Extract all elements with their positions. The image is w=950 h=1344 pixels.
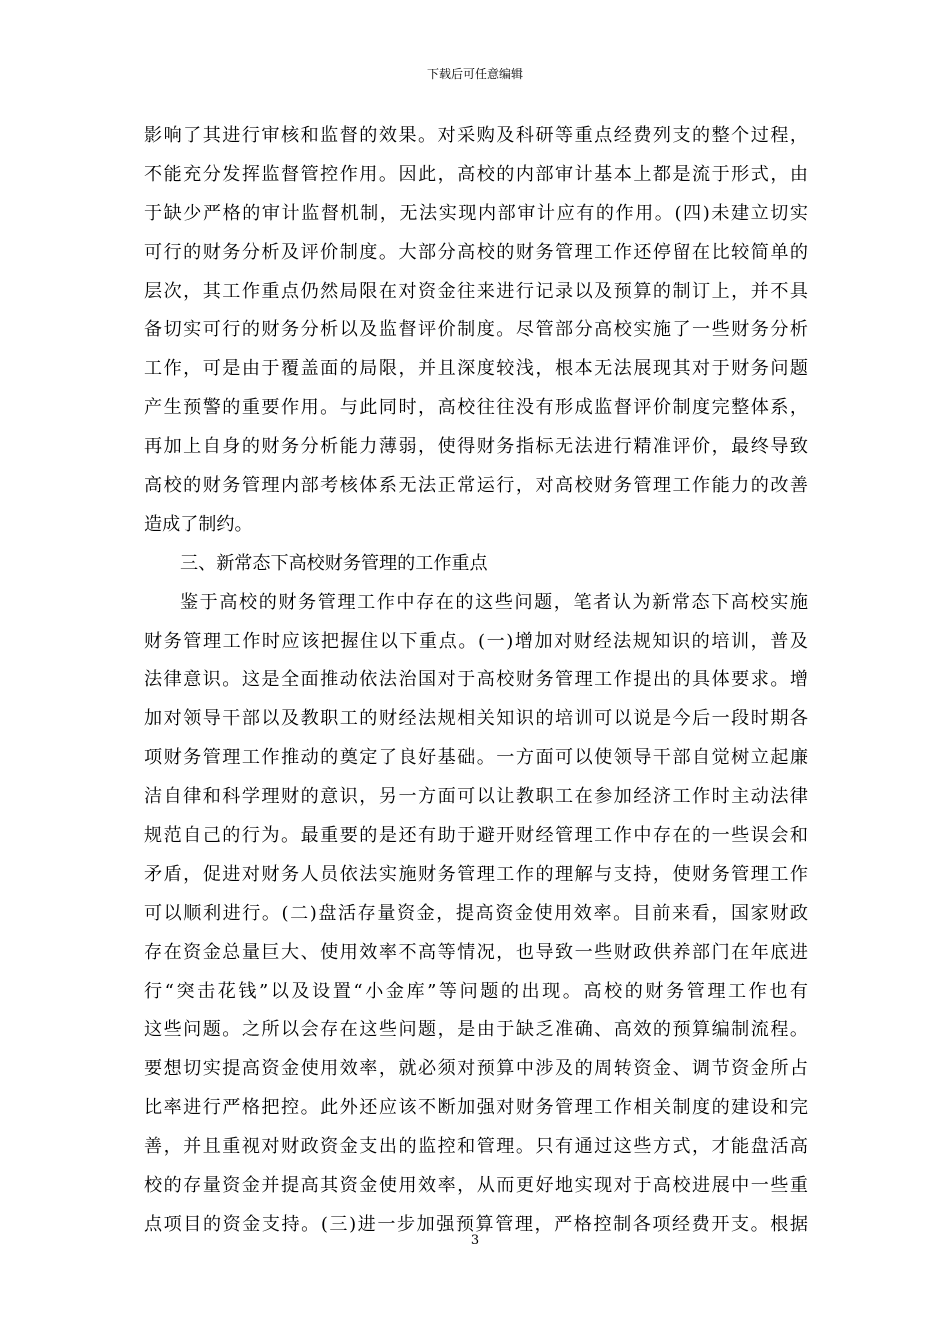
text-line: 法律意识。这是全面推动依法治国对于高校财务管理工作提出的具体要求。增 [144, 669, 808, 691]
text-line: 可行的财务分析及评价制度。大部分高校的财务管理工作还停留在比较简单的 [144, 241, 808, 263]
page-header: 下载后可任意编辑 [426, 67, 523, 81]
paragraph-end-line: 造成了制约。 [144, 513, 253, 535]
text-line: 矛盾，促进对财务人员依法实施财务管理工作的理解与支持，使财务管理工作 [144, 863, 808, 885]
text-line: 财务管理工作时应该把握住以下重点。(一)增加对财经法规知识的培训，普及 [144, 630, 808, 652]
document-body [144, 117, 808, 1245]
text-line: 这些问题。之所以会存在这些问题，是由于缺乏准确、高效的预算编制流程。 [144, 1019, 808, 1041]
text-line: 不能充分发挥监督管控作用。因此，高校的内部审计基本上都是流于形式，由 [144, 163, 808, 185]
text-line: 要想切实提高资金使用效率，就必须对预算中涉及的周转资金、调节资金所占 [144, 1058, 808, 1080]
text-line: 规范自己的行为。最重要的是还有助于避开财经管理工作中存在的一些误会和 [144, 825, 808, 847]
text-line: 备切实可行的财务分析以及监督评价制度。尽管部分高校实施了一些财务分析 [144, 319, 808, 341]
text-line: 项财务管理工作推动的奠定了良好基础。一方面可以使领导干部自觉树立起廉 [144, 747, 808, 769]
text-line: 层次，其工作重点仍然局限在对资金往来进行记录以及预算的制订上，并不具 [144, 280, 808, 302]
text-line: 点项目的资金支持。(三)进一步加强预算管理，严格控制各项经费开支。根据 [144, 1213, 808, 1235]
section-heading: 三、新常态下高校财务管理的工作重点 [180, 552, 488, 574]
text-line: 工作，可是由于覆盖面的局限，并且深度较浅，根本无法展现其对于财务问题 [144, 358, 808, 380]
text-line: 再加上自身的财务分析能力薄弱，使得财务指标无法进行精准评价，最终导致 [144, 436, 808, 458]
text-line: 于缺少严格的审计监督机制，无法实现内部审计应有的作用。(四)未建立切实 [144, 202, 808, 224]
text-line: 校的存量资金并提高其资金使用效率，从而更好地实现对于高校进展中一些重 [144, 1175, 808, 1197]
text-line: 善，并且重视对财政资金支出的监控和管理。只有通过这些方式，才能盘活高 [144, 1136, 808, 1158]
text-line: 比率进行严格把控。此外还应该不断加强对财务管理工作相关制度的建设和完 [144, 1097, 808, 1119]
text-line: 存在资金总量巨大、使用效率不高等情况，也导致一些财政供养部门在年底进 [144, 941, 808, 963]
page-number: 3 [470, 1233, 480, 1248]
text-line: 产生预警的重要作用。与此同时，高校往往没有形成监督评价制度完整体系， [144, 397, 808, 419]
text-line: 加对领导干部以及教职工的财经法规相关知识的培训可以说是今后一段时期各 [144, 708, 808, 730]
text-line: 影响了其进行审核和监督的效果。对采购及科研等重点经费列支的整个过程， [144, 125, 808, 146]
text-line: 洁自律和科学理财的意识，另一方面可以让教职工在参加经济工作时主动法律 [144, 786, 808, 808]
text-line: 高校的财务管理内部考核体系无法正常运行，对高校财务管理工作能力的改善 [144, 475, 808, 497]
text-line: 行“突击花钱”以及设置“小金库”等问题的出现。高校的财务管理工作也有 [144, 980, 808, 1002]
paragraph-first-line: 鉴于高校的财务管理工作中存在的这些问题，笔者认为新常态下高校实施 [180, 591, 808, 613]
text-line: 可以顺利进行。(二)盘活存量资金，提高资金使用效率。目前来看，国家财政 [144, 902, 808, 924]
